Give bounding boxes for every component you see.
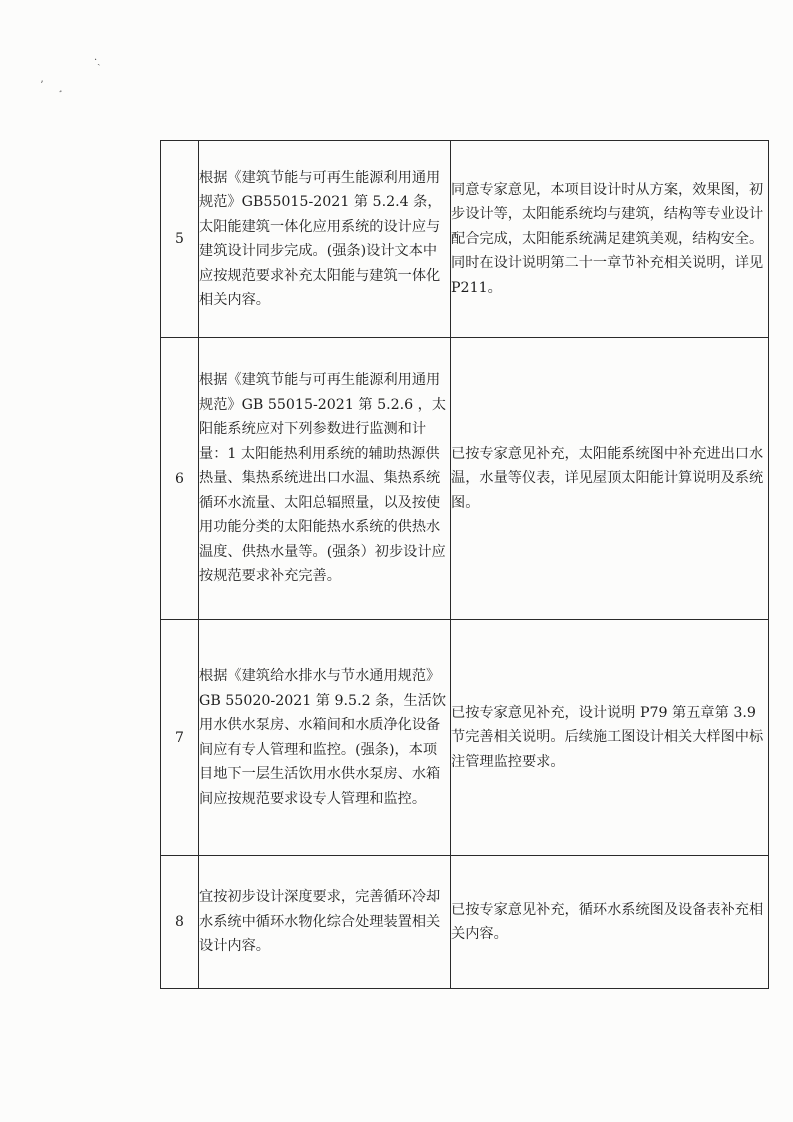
expert-opinion-text: 根据《建筑节能与可再生能源利用通用规范》GB55015-2021 第 5.2.4 条，太阳能建筑一体化应用系统的设计应与建筑设计同步完成。(强条)设计文本中应按规范要求补充太阳能与建筑一体化相关内容。 <box>199 169 442 308</box>
expert-opinion-cell <box>199 338 451 620</box>
reply-cell <box>451 620 769 856</box>
expert-opinion-cell <box>199 856 451 989</box>
scan-speck: ¸ <box>58 82 63 93</box>
reply-text: 已按专家意见补充，太阳能系统图中补充进出口水温，水量等仪表，详见屋顶太阳能计算说明及系统图。 <box>451 445 764 511</box>
reply-cell <box>451 141 769 338</box>
scan-speck: ·ˎ <box>94 55 101 66</box>
reply-text: 同意专家意见，本项目设计时从方案，效果图，初步设计等，太阳能系统均与建筑，结构等专业设计配合完成，太阳能系统满足建筑美观，结构安全。同时在设计说明第二十一章节补充相关说明，详见 P211。 <box>451 181 768 296</box>
reply-cell <box>451 338 769 620</box>
row-number: 7 <box>161 620 199 856</box>
reply-text: 已按专家意见补充，设计说明 P79 第五章第 3.9 节完善相关说明。后续施工图设计相关大样图中标注管理监控要求。 <box>451 704 764 770</box>
table-row <box>161 338 769 620</box>
review-response-table <box>160 140 769 989</box>
table-row <box>161 620 769 856</box>
table-row <box>161 141 769 338</box>
reply-text: 已按专家意见补充，循环水系统图及设备表补充相关内容。 <box>451 901 764 942</box>
expert-opinion-text: 根据《建筑给水排水与节水通用规范》GB 55020-2021 第 9.5.2 条，生活饮用水供水泵房、水箱间和水质净化设备间应有专人管理和监控。(强条)，本项目地下一层生活饮用水供水泵房、水箱间应按规范要求设专人管理和监控。 <box>199 668 447 807</box>
expert-opinion-cell <box>199 620 451 856</box>
expert-opinion-text: 宜按初步设计深度要求，完善循环冷却水系统中循环水物化综合处理装置相关设计内容。 <box>199 889 441 955</box>
expert-opinion-cell <box>199 141 451 338</box>
reply-cell <box>451 856 769 989</box>
table-row <box>161 856 769 989</box>
row-number: 8 <box>161 856 199 989</box>
scan-speck: ʼ <box>40 80 44 91</box>
row-number: 6 <box>161 338 199 620</box>
row-number: 5 <box>161 141 199 338</box>
expert-opinion-text: 根据《建筑节能与可再生能源利用通用规范》GB 55015-2021 第 5.2.6 ，太阳能系统应对下列参数进行监测和计量：1 太阳能热利用系统的辅助热源供热量、集热系统进出口水温、集热系统循环水流量、太阳总辐照量，以及按使用功能分类的太阳能热水系统的供热水温度、供热水量等。(强条）初步设计应按规范要求补充完善。 <box>199 372 447 585</box>
